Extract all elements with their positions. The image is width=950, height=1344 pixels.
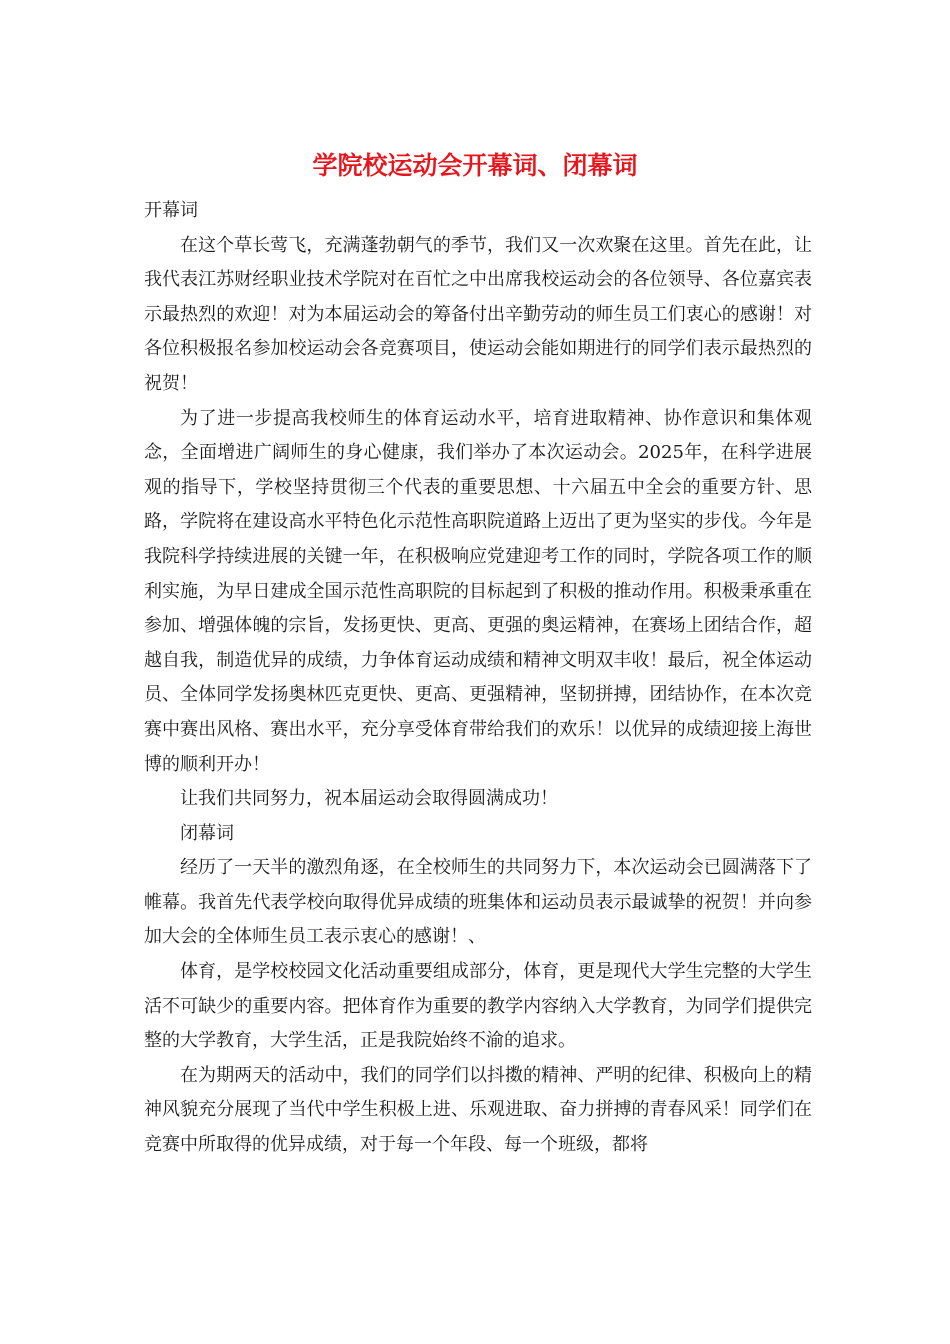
opening-paragraph-3: 让我们共同努力，祝本届运动会取得圆满成功！ — [180, 788, 558, 810]
closing-heading: 闭幕词 — [180, 822, 234, 844]
document-body — [144, 194, 812, 1163]
closing-paragraph-2: 体育，是学校校园文化活动重要组成部分，体育，更是现代大学生完整的大学生活不可缺少的重要内容。把体育作为重要的教学内容纳入大学教育，为同学们提供完整的大学教育，大学生活，正是我院始终不渝的追求。 — [144, 961, 812, 1052]
opening-paragraph-2: 为了进一步提高我校师生的体育运动水平，培育进取精神、协作意识和集体观念，全面增进广阔师生的身心健康，我们举办了本次运动会。2025年，在科学进展观的指导下，学校坚持贯彻三个代表的重要思想、十六届五中全会的重要方针、思路，学院将在建设高水平特色化示范性高职院道路上迈出了更为坚实的步伐。今年是我院科学持续进展的关键一年，在积极响应党建迎考工作的同时，学院各项工作的顺利实施，为早日建成全国示范性高职院的目标起到了积极的推动作用。积极秉承重在参加、增强体魄的宗旨，发扬更快、更高、更强的奥运精神，在赛场上团结合作，超越自我，制造优异的成绩，力争体育运动成绩和精神文明双丰收！最后，祝全体运动员、全体同学发扬奥林匹克更快、更高、更强精神，坚韧拼搏，团结协作，在本次竞赛中赛出风格、赛出水平，充分享受体育带给我们的欢乐！以优异的成绩迎接上海世博的顺利开办！ — [144, 407, 812, 775]
closing-paragraph-1: 经历了一天半的激烈角逐，在全校师生的共同努力下，本次运动会已圆满落下了帷幕。我首先代表学校向取得优异成绩的班集体和运动员表示最诚挚的祝贺！并向参加大会的全体师生员工表示衷心的感谢！、 — [144, 857, 812, 948]
document-title: 学院校运动会开幕词、闭幕词 — [312, 151, 638, 180]
opening-heading: 开幕词 — [144, 200, 198, 221]
closing-paragraph-3: 在为期两天的活动中，我们的同学们以抖擞的精神、严明的纪律、积极向上的精神风貌充分展现了当代中学生积极上进、乐观进取、奋力拼搏的青春风采！同学们在竞赛中所取得的优异成绩，对于每一个年段、每一个班级，都将 — [144, 1064, 812, 1156]
opening-paragraph-1: 在这个草长莺飞，充满蓬勃朝气的季节，我们又一次欢聚在这里。首先在此，让我代表江苏财经职业技术学院对在百忙之中出席我校运动会的各位领导、各位嘉宾表示最热烈的欢迎！对为本届运动会的筹备付出辛勤劳动的师生员工们衷心的感谢！对各位积极报名参加校运动会各竞赛项目，使运动会能如期进行的同学们表示最热烈的祝贺！ — [144, 234, 812, 394]
